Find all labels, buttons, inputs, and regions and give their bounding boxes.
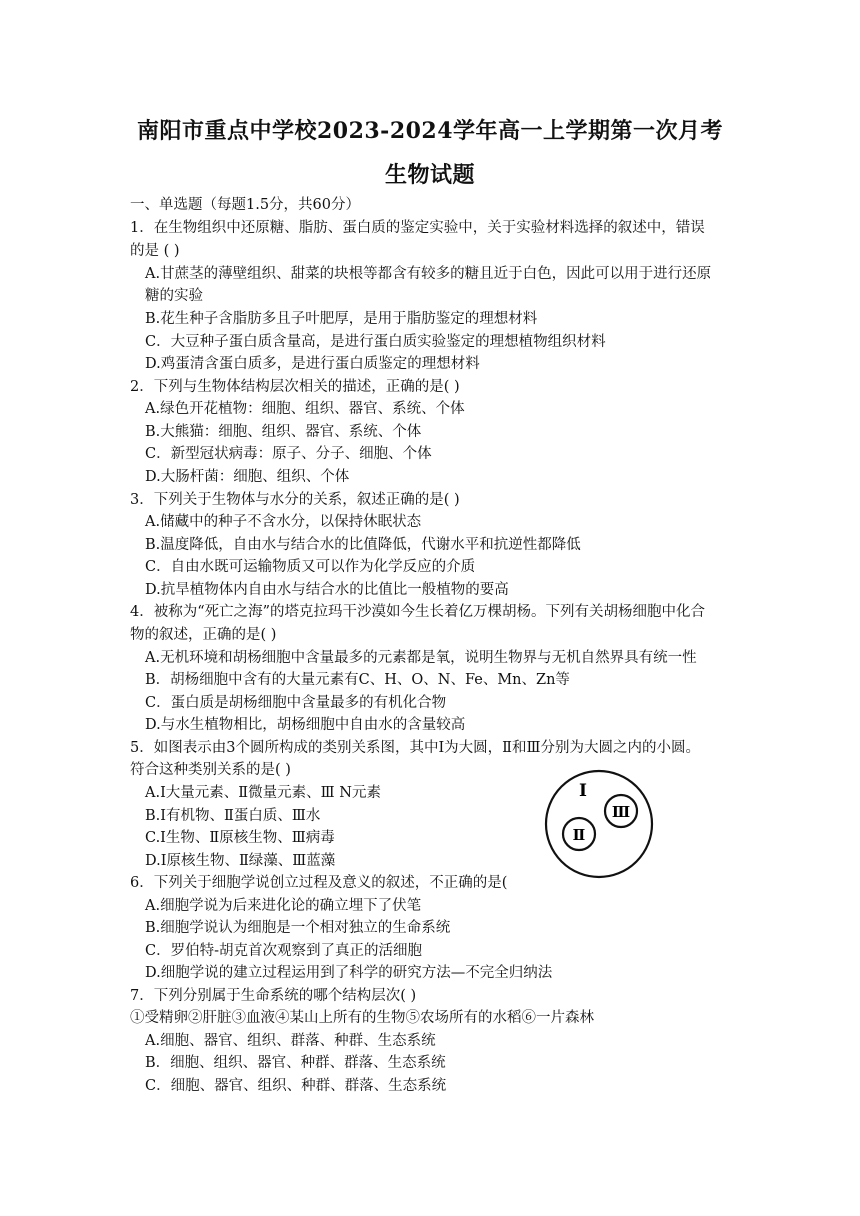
question-5-option-a: A.I大量元素、Ⅱ微量元素、Ⅲ N元素 [145,785,381,801]
question-1-option-a-cont: 糖的实验 [145,288,203,304]
question-4-stem: 4．被称为“死亡之海”的塔克拉玛干沙漠如今生长着亿万棵胡杨。下列有关胡杨细胞中化合 [130,604,706,620]
question-6-option-d: D.细胞学说的建立过程运用到了科学的研究方法—不完全归纳法 [145,965,553,981]
question-6-option-c: C．罗伯特-胡克首次观察到了真正的活细胞 [145,943,422,959]
question-2-option-b: B.大熊猫：细胞、组织、器官、系统、个体 [145,424,422,440]
big-circle-label: I [579,781,587,801]
exam-title: 南阳市重点中学校2023-2024学年高一上学期第一次月考 [136,118,724,144]
question-1-option-c: C．大豆种子蛋白质含量高，是进行蛋白质实验鉴定的理想植物组织材料 [145,334,606,350]
question-2-stem: 2．下列与生物体结构层次相关的描述，正确的是( ) [130,379,460,395]
question-3-option-d: D.抗旱植物体内自由水与结合水的比值比一般植物的要高 [145,582,509,598]
question-4-stem-cont: 物的叙述，正确的是( ) [130,627,277,643]
question-1-stem: 1．在生物组织中还原糖、脂肪、蛋白质的鉴定实验中，关于实验材料选择的叙述中，错误 [130,220,705,236]
question-1-option-d: D.鸡蛋清含蛋白质多，是进行蛋白质鉴定的理想材料 [145,356,480,372]
question-1-option-a: A.甘蔗茎的薄壁组织、甜菜的块根等都含有较多的糖且近于白色，因此可以用于进行还原 [145,266,712,282]
question-7-option-c: C．细胞、器官、组织、种群、群落、生态系统 [145,1078,447,1094]
question-7-items: ①受精卵②肝脏③血液④某山上所有的生物⑤农场所有的水稻⑥一片森林 [130,1010,594,1026]
question-1-option-b: B.花生种子含脂肪多且子叶肥厚，是用于脂肪鉴定的理想材料 [145,311,538,327]
question-3-option-b: B.温度降低，自由水与结合水的比值降低，代谢水平和抗逆性都降低 [145,537,581,553]
question-3-stem: 3．下列关于生物体与水分的关系，叙述正确的是( ) [130,492,460,508]
question-7-option-a: A.细胞、器官、组织、群落、种群、生态系统 [145,1033,436,1049]
question-7-stem: 7．下列分别属于生命系统的哪个结构层次( ) [130,988,417,1004]
small-circle-iii-label: Ⅲ [611,803,631,821]
question-5-option-d: D.I原核生物、Ⅱ绿藻、Ⅲ蓝藻 [145,853,336,869]
question-4-option-d: D.与水生植物相比，胡杨细胞中自由水的含量较高 [145,717,466,733]
section-heading: 一、单选题（每题1.5分，共60分） [130,197,361,213]
question-5-option-c: C.I生物、Ⅱ原核生物、Ⅲ病毒 [145,830,335,846]
question-2-option-d: D.大肠杆菌：细胞、组织、个体 [145,469,350,485]
question-4-option-a: A.无机环境和胡杨细胞中含量最多的元素都是氧，说明生物界与无机自然界具有统一性 [145,650,697,666]
question-6-option-a: A.细胞学说为后来进化论的确立埋下了伏笔 [145,898,422,914]
small-circle-ii-label: Ⅱ [572,826,586,844]
question-5-stem-cont: 符合这种类别关系的是( ) [130,762,291,778]
question-2-option-c: C．新型冠状病毒：原子、分子、细胞、个体 [145,446,432,462]
question-3-option-c: C．自由水既可运输物质又可以作为化学反应的介质 [145,559,476,575]
circle-relationship-diagram [543,768,655,880]
question-5-stem: 5．如图表示由3个圆所构成的类别关系图，其中I为大圆，Ⅱ和Ⅲ分别为大圆之内的小圆。 [130,740,701,756]
question-6-option-b: B.细胞学说认为细胞是一个相对独立的生命系统 [145,920,451,936]
question-6-stem: 6．下列关于细胞学说创立过程及意义的叙述，不正确的是( [130,875,508,891]
question-7-option-b: B．细胞、组织、器官、种群、群落、生态系统 [145,1055,446,1071]
question-1-stem-cont: 的是 ( ) [130,243,180,259]
question-3-option-a: A.储藏中的种子不含水分，以保持休眠状态 [145,514,422,530]
big-circle [546,771,652,877]
question-4-option-b: B．胡杨细胞中含有的大量元素有C、H、O、N、Fe、Mn、Zn等 [145,672,570,688]
exam-subtitle: 生物试题 [384,162,475,188]
question-2-option-a: A.绿色开花植物：细胞、组织、器官、系统、个体 [145,401,465,417]
question-4-option-c: C．蛋白质是胡杨细胞中含量最多的有机化合物 [145,695,447,711]
question-5-option-b: B.I有机物、Ⅱ蛋白质、Ⅲ水 [145,808,321,824]
